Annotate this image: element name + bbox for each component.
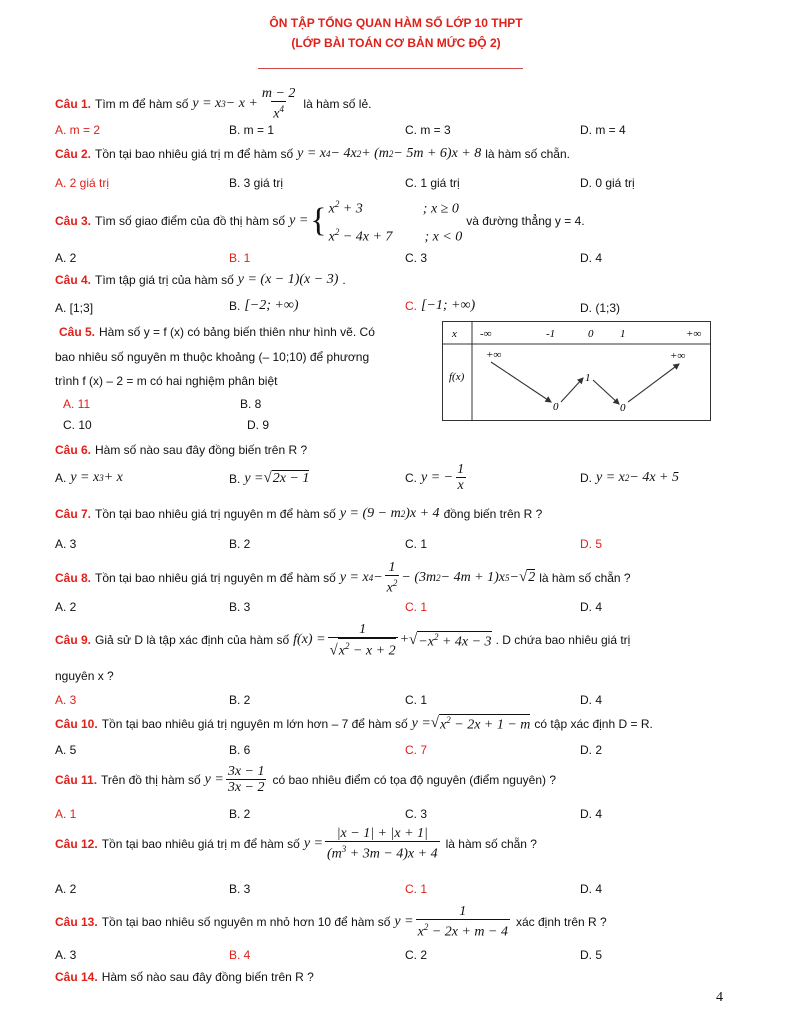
option-d[interactable]: D. m = 4 [580, 123, 626, 137]
option-d[interactable]: D. 9 [247, 418, 270, 432]
table-f-value: 1 [585, 372, 591, 384]
question-text: Trên đồ thị hàm số [101, 772, 201, 787]
option-b[interactable]: B. m = 1 [229, 123, 275, 137]
table-f-value: 0 [553, 401, 559, 413]
option-a[interactable]: A. [1;3] [55, 301, 94, 315]
question-9 [55, 622, 630, 659]
question-text: Tồn tại bao nhiêu giá trị nguyên m để hàm số [95, 570, 336, 585]
formula: y = |x − 1| + |x + 1| $(m^3 + 3m - 4)x + 4$ [303, 826, 438, 862]
option-a[interactable]: A. 11 [63, 397, 91, 411]
option-a[interactable]: A. 5 [55, 743, 77, 757]
option-c[interactable]: C. m = 3 [405, 123, 451, 137]
option-b[interactable]: B. 1 [229, 251, 251, 265]
table-fx-label: f(x) [449, 371, 465, 383]
question-text: Hàm số nào sau đây đồng biến trên R ? [101, 970, 314, 984]
option-a[interactable]: A. 3 [55, 948, 77, 962]
option-b[interactable]: B. 3 [229, 600, 251, 614]
page-number: 4 [716, 990, 723, 1005]
question-label: Câu 11. [55, 772, 98, 787]
question-label: Câu 9. [55, 633, 92, 648]
question-text-end: là hàm số chẵn. [485, 147, 570, 161]
question-label: Câu 12. [55, 836, 98, 851]
question-13 [55, 904, 607, 940]
option-letter: D. [580, 471, 592, 485]
question-text: Giả sử D là tập xác định của hàm số [95, 633, 290, 648]
option-b[interactable]: B. 6 [229, 743, 251, 757]
option-c[interactable]: C. 1 [405, 600, 428, 614]
question-5-line-2: bao nhiêu số nguyên m thuộc khoảng (– 10;10) để phương [55, 350, 370, 364]
question-text: Tìm số giao điểm của đồ thị hàm số [95, 214, 286, 228]
question-label: Câu 4. [55, 273, 92, 287]
option-letter: C. [405, 299, 417, 313]
arrow-up-2 [628, 364, 679, 402]
question-text: Hàm số nào sau đây đồng biến trên R ? [95, 443, 308, 457]
question-text-end: là hàm số chẵn ? [445, 836, 537, 851]
formula: y = − 1 x [421, 462, 465, 493]
formula: f(x) = 1 $√x^2 - x + 2$ + √ $-x^2 + 4x - 3$ [293, 622, 492, 659]
option-c[interactable]: C. 3 [405, 807, 428, 821]
question-12 [55, 826, 537, 862]
question-text: Tồn tại bao nhiêu giá trị nguyên m lớn hơn – 7 để hàm số [101, 716, 408, 731]
option-letter: B. [229, 299, 241, 313]
option-b[interactable]: B. 8 [240, 397, 262, 411]
formula: y = 3x − 1 3x − 2 [204, 764, 265, 795]
question-text-end: là hàm số lẻ. [303, 96, 372, 111]
option-a[interactable]: A. 1 [55, 807, 77, 821]
option-a[interactable]: A. 2 [55, 600, 77, 614]
question-5-line-3: trình f (x) – 2 = m có hai nghiệm phân biệt [55, 374, 278, 388]
formula: y = (9 − m 2 )x + 4 [339, 506, 440, 521]
option-b[interactable]: B. 4 [229, 948, 251, 962]
option-d[interactable]: D. (1;3) [580, 301, 621, 315]
option-c[interactable]: C. 1 [405, 693, 428, 707]
option-b[interactable]: B. 2 [229, 693, 251, 707]
question-2 [55, 146, 570, 162]
option-b[interactable]: B. 3 giá trị [229, 176, 284, 190]
question-7 [55, 506, 542, 522]
question-label: Câu 14. [55, 970, 98, 984]
page-subtitle: (LỚP BÀI TOÁN CƠ BẢN MỨC ĐỘ 2) [291, 36, 501, 50]
question-11 [55, 764, 556, 795]
question-label: Câu 2. [55, 147, 92, 161]
table-x-value: -1 [546, 328, 556, 340]
option-b[interactable] [229, 298, 303, 314]
formula: y = √ 2x − 1 [244, 470, 310, 486]
option-letter: C. [405, 470, 417, 485]
formula: y = x 4 − 1 $x^2$ − (3m 2 − 4m + 1)x 5 − √ 2 [339, 560, 536, 596]
variation-table-graphic [443, 322, 710, 420]
header-divider [258, 68, 523, 69]
arrow-down-1 [491, 362, 551, 402]
option-d[interactable]: D. 0 giá trị [580, 176, 635, 190]
formula: y = 1 $x^2 - 2x + m - 4$ [394, 904, 508, 940]
question-text-end: đồng biến trên R ? [443, 507, 543, 521]
question-6 [55, 443, 307, 457]
question-text-end: có bao nhiêu điểm có tọa độ nguyên (điểm nguyên) ? [272, 772, 557, 787]
question-label: Câu 5. [59, 325, 96, 339]
option-a[interactable]: A. 2 giá trị [55, 176, 110, 190]
option-c[interactable]: C. 1 [405, 882, 428, 896]
option-letter: A. [55, 471, 67, 485]
table-x-label: x [452, 328, 457, 340]
question-8 [55, 560, 631, 596]
question-text: Tồn tại bao nhiêu giá trị nguyên m để hàm số [95, 507, 336, 521]
option-d[interactable]: D. 2 [580, 743, 603, 757]
option-d[interactable]: D. 5 [580, 948, 603, 962]
option-a[interactable]: A. 2 [55, 251, 77, 265]
question-label: Câu 6. [55, 443, 92, 457]
question-label: Câu 3. [55, 214, 92, 228]
question-4 [55, 272, 346, 288]
variation-table [442, 321, 711, 421]
option-b[interactable]: B. 3 [229, 882, 251, 896]
option-d[interactable]: D. 4 [580, 882, 603, 896]
formula: y = { $x^2 + 3$ ; x ≥ 0 $x^2 - 4x + 7$ ; x < 0 [289, 199, 463, 245]
question-label: Câu 10. [55, 716, 98, 731]
option-c[interactable] [405, 462, 472, 493]
option-a[interactable]: A. 2 [55, 882, 77, 896]
option-a[interactable]: A. 3 [55, 693, 77, 707]
option-a[interactable] [55, 470, 127, 486]
option-c[interactable] [405, 298, 479, 314]
table-x-value: 0 [588, 328, 594, 340]
question-label: Câu 1. [55, 96, 92, 111]
question-text: Tìm m để hàm số [95, 96, 189, 111]
question-text-end: có tập xác định D = R. [534, 716, 653, 731]
option-d[interactable]: D. 4 [580, 807, 603, 821]
table-f-value: +∞ [670, 350, 686, 362]
question-1 [55, 86, 371, 122]
option-c[interactable]: C. 3 [405, 251, 428, 265]
question-text-end: là hàm số chẵn ? [539, 570, 631, 585]
question-9-continued: nguyên x ? [55, 669, 114, 683]
formula: y = x 3 − x + m − 2 $x^4$ [192, 86, 296, 122]
option-d[interactable]: D. 5 [580, 537, 603, 551]
option-c[interactable]: C. 1 giá trị [405, 176, 460, 190]
question-text-end: . [342, 273, 346, 287]
question-text: Hàm số y = f (x) có bảng biến thiên như hình vẽ. Có [99, 325, 375, 339]
table-x-value: +∞ [686, 328, 702, 340]
option-b[interactable] [229, 470, 313, 487]
option-b[interactable]: B. 2 [229, 807, 251, 821]
option-a[interactable]: A. m = 2 [55, 123, 101, 137]
option-c[interactable]: C. 7 [405, 743, 428, 757]
formula: y = √ $x^2 - 2x + 1 - m$ [411, 715, 531, 733]
arrow-up-1 [561, 378, 583, 402]
question-label: Câu 8. [55, 570, 92, 585]
option-letter: B. [229, 471, 241, 486]
table-f-value: +∞ [486, 349, 502, 361]
formula: [−2; +∞) [244, 298, 299, 313]
formula: y = x 4 − 4x 2 + (m 2 − 5m + 6)x + 8 [297, 146, 482, 161]
question-5-line-1 [55, 325, 375, 339]
table-f-value: 0 [620, 402, 626, 414]
option-c[interactable]: C. 1 [405, 537, 428, 551]
page-title: ÔN TẬP TỔNG QUAN HÀM SỐ LỚP 10 THPT [269, 16, 523, 30]
formula: y = x 3 + x [70, 470, 123, 485]
question-10 [55, 714, 653, 734]
formula: y = x 2 − 4x + 5 [596, 470, 679, 485]
arrow-down-2 [593, 380, 619, 404]
formula: [−1; +∞) [421, 298, 476, 313]
option-d[interactable] [580, 470, 683, 486]
question-text-end: . D chứa bao nhiêu giá trị [495, 633, 631, 648]
question-text: Tìm tập giá trị của hàm số [95, 273, 234, 287]
question-text-end: xác định trên R ? [515, 914, 607, 929]
option-b[interactable]: B. 2 [229, 537, 251, 551]
option-d[interactable]: D. 4 [580, 600, 603, 614]
option-c[interactable]: C. 2 [405, 948, 428, 962]
question-text: Tồn tại bao nhiêu giá trị m để hàm số [101, 836, 300, 851]
question-text: Tồn tại bao nhiêu giá trị m để hàm số [95, 147, 294, 161]
question-3 [55, 198, 585, 244]
question-label: Câu 7. [55, 507, 92, 521]
option-a[interactable]: A. 3 [55, 537, 77, 551]
option-d[interactable]: D. 4 [580, 251, 603, 265]
question-text: Tồn tại bao nhiêu số nguyên m nhỏ hơn 10 để hàm số [101, 914, 391, 929]
question-text-end: và đường thẳng y = 4. [466, 214, 585, 228]
table-x-value: 1 [620, 328, 626, 340]
option-d[interactable]: D. 4 [580, 693, 603, 707]
formula: y = (x − 1)(x − 3) [237, 272, 339, 287]
question-14 [55, 970, 314, 984]
table-x-value: -∞ [480, 328, 492, 340]
question-label: Câu 13. [55, 914, 98, 929]
option-c[interactable]: C. 10 [63, 418, 92, 432]
